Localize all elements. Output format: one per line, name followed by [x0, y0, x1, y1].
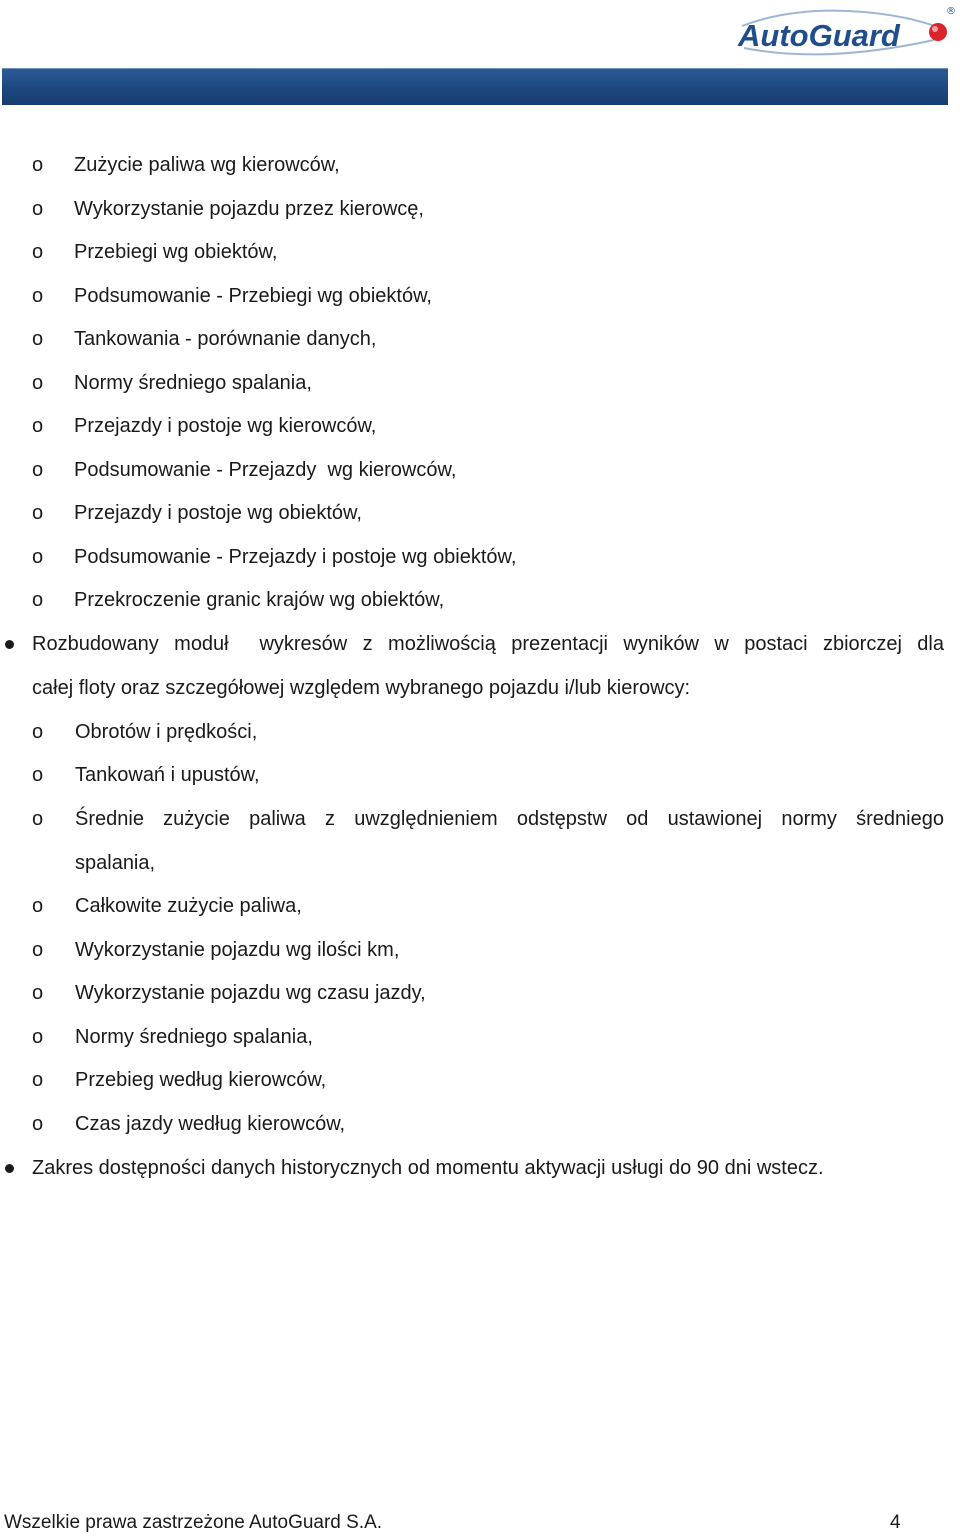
list-marker: o	[32, 1113, 44, 1135]
bullet-text-line: Zakres dostępności danych historycznych od momentu aktywacji usługi do 90 dni wstecz.	[32, 1157, 824, 1179]
bullet-marker	[5, 1164, 14, 1173]
list-marker: o	[32, 198, 44, 220]
list-marker: o	[32, 502, 44, 524]
list-item-text: Tankowania - porównanie danych,	[74, 328, 377, 350]
list-item-text: Tankowań i upustów,	[75, 764, 260, 786]
list-marker: o	[32, 895, 44, 917]
list-item-text: Wykorzystanie pojazdu wg czasu jazdy,	[75, 982, 426, 1004]
list-item-text: Obrotów i prędkości,	[75, 721, 258, 743]
bullet-text-line: Rozbudowany moduł wykresów z możliwością prezentacji wyników w postaci zbiorczej dla	[32, 633, 944, 655]
list-item-text: Podsumowanie - Przejazdy wg kierowców,	[74, 459, 457, 481]
list-item-text: Średnie zużycie paliwa z uwzględnieniem odstępstw od ustawionej normy średniego	[75, 808, 944, 830]
list-item-text: Normy średniego spalania,	[75, 1026, 313, 1048]
list-marker: o	[32, 546, 44, 568]
list-item-text: Przebiegi wg obiektów,	[74, 241, 278, 263]
list-item-text: spalania,	[75, 852, 156, 874]
list-item-text: Wykorzystanie pojazdu wg ilości km,	[75, 939, 400, 961]
list-item-text: Przejazdy i postoje wg kierowców,	[74, 415, 377, 437]
list-marker: o	[32, 1026, 44, 1048]
list-marker: o	[32, 154, 44, 176]
logo-wordmark: AutoGuard	[738, 18, 900, 53]
page-number: 4	[890, 1512, 901, 1533]
list-item-text: Wykorzystanie pojazdu przez kierowcę,	[74, 198, 424, 220]
registered-mark: ®	[946, 6, 956, 17]
list-marker: o	[32, 764, 44, 786]
list-item-text: Przejazdy i postoje wg obiektów,	[74, 502, 362, 524]
list-item-text: Normy średniego spalania,	[74, 372, 312, 394]
autoguard-logo	[734, 4, 956, 62]
list-marker: o	[32, 808, 44, 830]
list-marker: o	[32, 721, 44, 743]
list-item-text: Podsumowanie - Przejazdy i postoje wg obiektów,	[74, 546, 517, 568]
list-item-text: Przekroczenie granic krajów wg obiektów,	[74, 589, 445, 611]
list-marker: o	[32, 285, 44, 307]
header-bar	[2, 68, 948, 105]
list-marker: o	[32, 1069, 44, 1091]
logo-red-ball	[929, 23, 947, 41]
bullet-text-line: całej floty oraz szczegółowej względem wybranego pojazdu i/lub kierowcy:	[32, 677, 691, 699]
bullet-marker	[5, 640, 14, 649]
list-marker: o	[32, 372, 44, 394]
list-item-text: Przebieg według kierowców,	[75, 1069, 327, 1091]
list-item-text: Czas jazdy według kierowców,	[75, 1113, 346, 1135]
list-item-text: Podsumowanie - Przebiegi wg obiektów,	[74, 285, 432, 307]
list-marker: o	[32, 459, 44, 481]
list-marker: o	[32, 982, 44, 1004]
list-item-text: Całkowite zużycie paliwa,	[75, 895, 302, 917]
list-marker: o	[32, 241, 44, 263]
footer-copyright: Wszelkie prawa zastrzeżone AutoGuard S.A.	[4, 1512, 383, 1533]
list-marker: o	[32, 939, 44, 961]
list-marker: o	[32, 589, 44, 611]
list-marker: o	[32, 415, 44, 437]
list-item-text: Zużycie paliwa wg kierowców,	[74, 154, 340, 176]
list-marker: o	[32, 328, 44, 350]
